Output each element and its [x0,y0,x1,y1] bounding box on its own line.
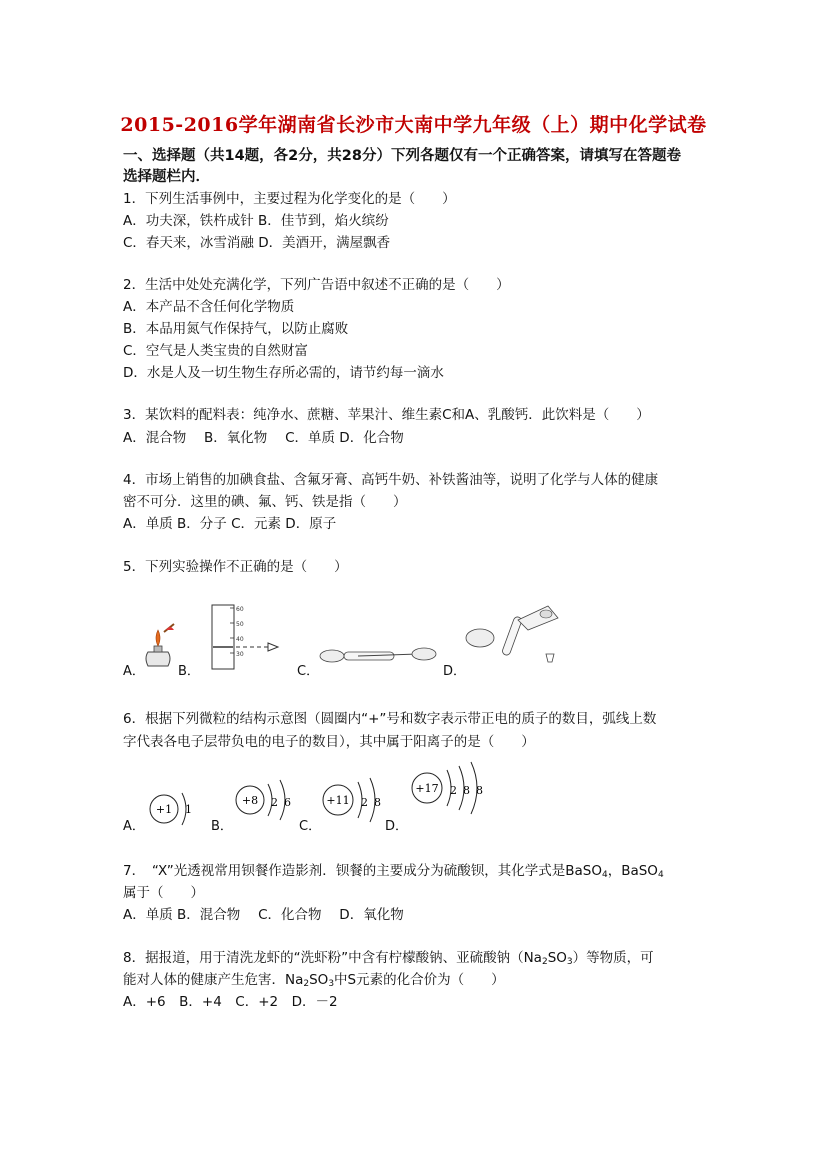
atom-c-shell-2: 8 [374,796,381,809]
q8-stem-post: ）等物质，可 [572,950,654,966]
q7-stem-line2: 属于（ ） [123,885,204,901]
q7-subscript-4b: 4 [657,870,664,880]
atom-b-shell-2: 6 [284,796,291,809]
q6-stem-line1: 6．根据下列微粒的结构示意图（圆圈内“+”号和数字表示带正电的质子的数目，弧线上数 [123,711,657,727]
q7-stem-comma: ，BaSO [607,863,658,879]
q5-label-c: C． [297,664,320,679]
q8-subscript-3b: 3 [328,979,335,989]
q8-subscript-2a: 2 [541,957,548,967]
alcohol-lamp-figure [140,622,180,674]
atom-d-shell-1: 2 [450,784,457,797]
q2-option-b: B．本品用氮气作保持气，以防止腐败 [123,321,349,337]
atom-c-nucleus: +11 [326,794,350,807]
pouring-liquid-figure [462,608,572,672]
cylinder-tick-40: 40 [236,636,244,643]
q1-options-cd: C．春天来，冰雪消融 D．美酒开，满屋飘香 [123,235,391,251]
atom-diagram-c [318,778,388,828]
q6-stem-line2: 字代表各电子层带负电的电子的数目），其中属于阳离子的是（ ） [123,734,535,750]
q3-stem: 3．某饮料的配料表：纯净水、蔗糖、苹果汁、维生素C和A、乳酸钙．此饮料是（ ） [123,407,650,423]
atom-b-nucleus: +8 [241,794,259,807]
atom-d-shell-2: 8 [463,784,470,797]
q8-subscript-2b: 2 [303,979,310,989]
q7-options: A．单质 B．混合物 C．化合物 D．氧化物 [123,907,404,923]
q2-stem: 2．生活中处处充满化学，下列广告语中叙述不正确的是（ ） [123,277,510,293]
atom-diagram-d [407,762,497,822]
q7-subscript-4a: 4 [601,870,608,880]
atom-diagram-a [146,785,206,835]
q5-label-a: A． [123,664,145,679]
section-heading-line2: 选择题栏内． [123,169,210,185]
q8-stem2-post: 中S元素的化合价为（ ） [334,972,505,988]
test-tube-spatula-figure [318,640,438,670]
q1-stem: 1．下列生活事例中，主要过程为化学变化的是（ ） [123,191,456,207]
atom-a-nucleus: +1 [155,803,173,816]
atom-diagram-b [232,778,302,828]
q4-stem-line2: 密不可分．这里的碘、氟、钙、铁是指（ ） [123,494,407,510]
cylinder-tick-30: 30 [236,651,244,658]
q8-stem-pre: 8．据报道，用于清洗龙虾的“洗虾粉”中含有柠檬酸钠、亚硫酸钠（Na [123,950,542,966]
q6-label-d: D． [385,819,409,834]
q6-label-c: C． [299,819,322,834]
q5-label-d: D． [443,664,467,679]
atom-d-shell-3: 8 [476,784,483,797]
atom-c-shell-1: 2 [361,796,368,809]
q6-label-b: B． [211,819,233,834]
q2-option-a: A．本产品不含任何化学物质 [123,299,295,315]
q7-stem-line1 [123,862,664,884]
q5-stem: 5．下列实验操作不正确的是（ ） [123,559,348,575]
atom-d-nucleus: +17 [415,782,439,795]
q2-option-d: D．水是人及一切生物生存所必需的，请节约每一滴水 [123,365,444,381]
q8-stem-line2 [123,971,505,993]
exam-title: 2015-2016学年湖南省长沙市大南中学九年级（上）期中化学试卷 [120,114,707,136]
cylinder-tick-60: 60 [236,606,244,613]
atom-a-shell-1: 1 [185,803,192,816]
q2-option-c: C．空气是人类宝贵的自然财富 [123,343,308,359]
q4-options: A．单质 B．分子 C．元素 D．原子 [123,516,337,532]
graduated-cylinder-figure [200,603,290,673]
section-heading-line1: 一、选择题（共14题，各2分，共28分）下列各题仅有一个正确答案，请填写在答题卷 [123,148,681,164]
q4-stem-line1: 4．市场上销售的加碘食盐、含氟牙膏、高钙牛奶、补铁酱油等，说明了化学与人体的健康 [123,472,659,488]
q8-stem-line1 [123,949,654,971]
q8-options: A．+6 B．+4 C．+2 D．－2 [123,994,338,1010]
q6-label-a: A． [123,819,145,834]
cylinder-tick-50: 50 [236,621,244,628]
q1-options-ab: A．功夫深，铁杵成针 B．佳节到，焰火缤纷 [123,213,389,229]
q8-subscript-3a: 3 [566,957,573,967]
q7-stem-text: 7． “X”光透视常用钡餐作造影剂．钡餐的主要成分为硫酸钡，其化学式是BaSO [123,863,602,879]
q8-stem2-pre: 能对人体的健康产生危害．Na [123,972,304,988]
q3-options: A．混合物 B．氧化物 C．单质 D．化合物 [123,430,404,446]
q5-label-b: B． [178,664,200,679]
q8-so-a: SO [547,950,567,966]
q8-so-b: SO [309,972,329,988]
atom-b-shell-1: 2 [271,796,278,809]
